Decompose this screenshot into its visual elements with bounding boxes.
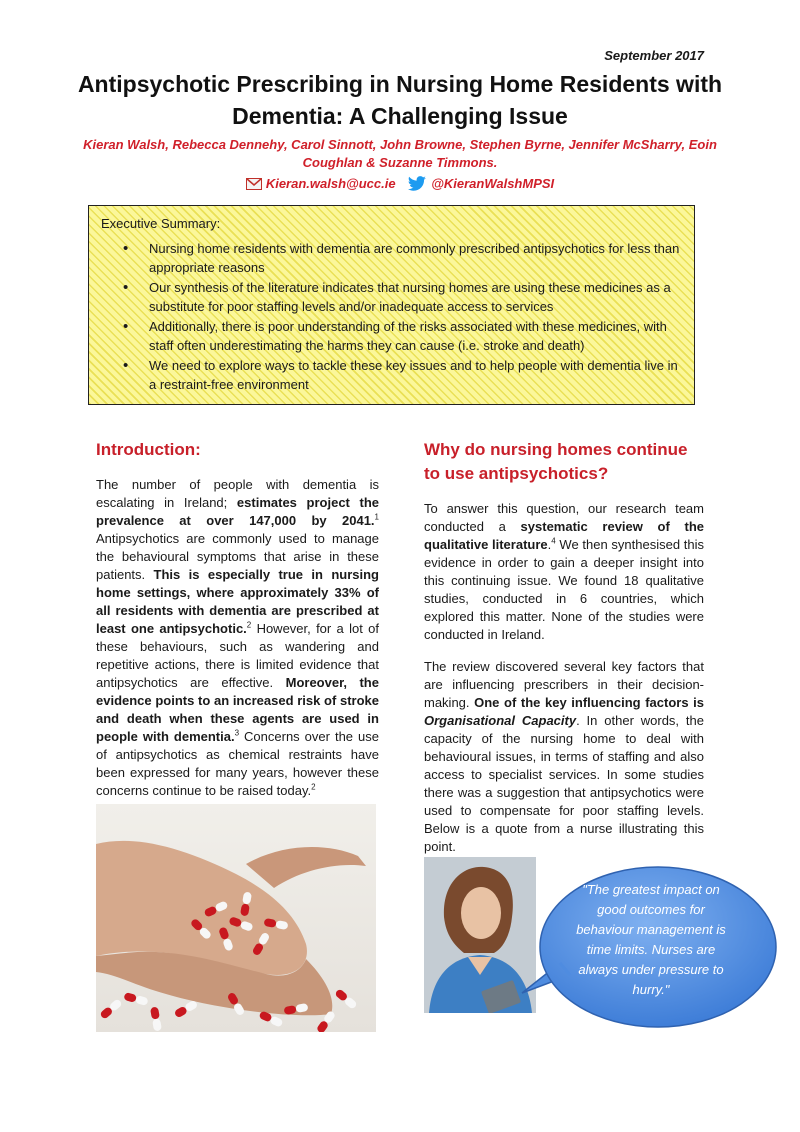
pills-illustration	[96, 804, 376, 1032]
why-heading: Why do nursing homes continue to use antipsychotics?	[424, 440, 688, 483]
intro-emphasis: This is especially true in nursing home settings, where approximately 33% of all residents with dementia are prescribed at least one antipsychotic.	[96, 567, 379, 636]
twitter-icon	[407, 176, 427, 192]
date-label: September 2017	[604, 48, 704, 63]
page-title: Antipsychotic Prescribing in Nursing Home Residents with Dementia: A Challenging Issue	[77, 71, 723, 129]
why-emphasis: One of the key influencing factors is	[474, 695, 704, 710]
intro-text: Concerns over the use of antipsychotics as chemical restraints have been expressed for many years, however these concerns continue to be raised today.	[96, 729, 379, 798]
nurse-quote: "The greatest impact on good outcomes for behaviour management is time limits. Nurses are always under pressure to hurry."	[576, 882, 726, 997]
intro-text: The number of people with dementia is escalating in Ireland;	[96, 477, 379, 510]
intro-text: Antipsychotics are commonly used to manage the behavioural symptoms that arise in these patients.	[96, 531, 379, 582]
citation-3: 3	[234, 728, 240, 738]
why-text: We then synthesised this evidence in order to gain a deeper insight into this continuing issue. We found 18 qualitative studies, conducted in 6 countries, which explored this matter. None of the studies were conducted in Ireland.	[424, 537, 704, 642]
why-paragraph-1	[424, 500, 704, 644]
introduction-paragraph	[96, 476, 379, 800]
summary-title: Executive Summary:	[101, 216, 221, 231]
why-text: . In other words, the capacity of the nursing home to deal with behavioural issues, in terms of staffing and also access to specialist services. In some studies there was a suggestion that antipsychotics were used to compensate for poor staffing levels. Below is a quote from a nurse illustrating this point.	[424, 713, 704, 854]
citation-4: 4	[551, 536, 556, 546]
list-item: • We need to explore ways to tackle these key issues and to help people with dementia live in a restraint-free environment	[149, 356, 682, 394]
why-column	[424, 438, 704, 870]
email-link[interactable]: Kieran.walsh@ucc.ie	[265, 176, 396, 192]
citation-2: 2	[246, 620, 252, 630]
twitter-handle[interactable]: @KieranWalshMPSI	[431, 176, 555, 192]
why-paragraph-2	[424, 658, 704, 856]
why-text: The review discovered several key factors that are influencing prescribers in their decision-making.	[424, 659, 704, 710]
list-item: • Additionally, there is poor understanding of the risks associated with these medicines, with staff often underestimating the harms they can cause (i.e. stroke and death)	[149, 317, 682, 355]
why-text: To answer this question, our research team conducted a	[424, 501, 704, 534]
intro-text: However, for a lot of these behaviours, such as wandering and repetitive actions, there is limited evidence that antipsychotics are effective.	[96, 621, 379, 690]
introduction-heading: Introduction:	[96, 440, 201, 459]
why-text: .	[547, 537, 552, 552]
why-emphasis-italic: Organisational Capacity	[424, 713, 577, 728]
citation-2b: 2	[311, 782, 316, 792]
list-item: • Our synthesis of the literature indicates that nursing homes are using these medicines as a substitute for poor staffing levels and/or inadequate access to services	[149, 278, 682, 316]
author-list: Kieran Walsh, Rebecca Dennehy, Carol Sinnott, John Browne, Stephen Byrne, Jennifer McSharry, Eoin Coughlan & Suzanne Timmons.	[83, 137, 717, 170]
list-item: • Nursing home residents with dementia are commonly prescribed antipsychotics for less than appropriate reasons	[149, 239, 682, 277]
why-emphasis: systematic review of the qualitative literature	[424, 519, 704, 552]
executive-summary-box	[88, 205, 695, 405]
introduction-column	[96, 438, 379, 814]
pills-in-hand-image	[96, 804, 376, 1032]
summary-list	[101, 239, 682, 394]
mail-icon	[246, 178, 262, 190]
intro-emphasis: estimates project the prevalence at over 147,000 by 2041.	[96, 495, 380, 528]
intro-emphasis: Moreover, the evidence points to an increased risk of stroke and death when these agents are used in people with dementia.	[96, 675, 379, 744]
contact-line	[0, 175, 800, 192]
citation-1: 1	[374, 512, 379, 522]
